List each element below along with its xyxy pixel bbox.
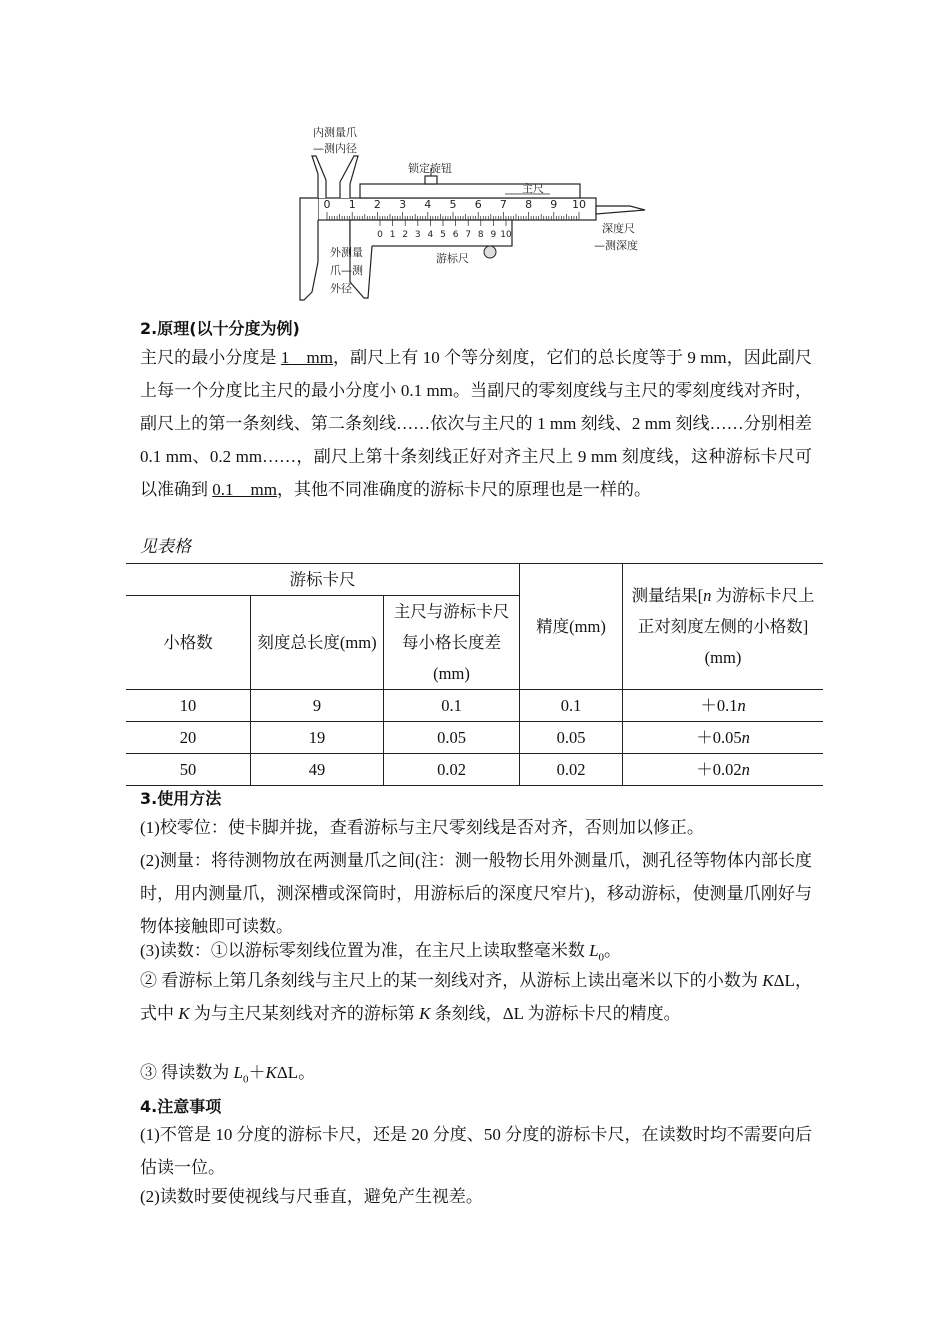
table-row: [126, 690, 823, 722]
vernier-scale-number: 8: [477, 230, 484, 240]
answer-blank-2: 0.1 mm: [212, 480, 277, 499]
cell-divs: 20: [126, 722, 251, 754]
section-2-heading: 2.原理(以十分度为例): [140, 319, 300, 338]
cell-diff: 0.02: [384, 754, 520, 786]
vernier-label: 游标尺: [436, 252, 469, 265]
result-header-cell: 测量结果[n 为游标卡尺上正对刻度左侧的小格数](mm): [623, 564, 824, 690]
main-scale-number: 6: [474, 198, 482, 211]
main-scale-number: 8: [525, 198, 533, 211]
cell-result: ＋0.1n: [623, 690, 824, 722]
cell-precision: 0.05: [520, 722, 623, 754]
cell-precision: 0.02: [520, 754, 623, 786]
cell-result: ＋0.05n: [623, 722, 824, 754]
thumb-wheel: [484, 246, 496, 258]
table-caption: 见表格: [140, 537, 191, 556]
fixed-jaw: [300, 198, 318, 300]
vernier-scale-number: 7: [465, 230, 472, 240]
cell-precision: 0.1: [520, 690, 623, 722]
vernier-scale-number: 6: [452, 230, 459, 240]
main-scale-number: 0: [323, 198, 331, 211]
section-4-heading: 4.注意事项: [140, 1097, 222, 1116]
section-2-paragraph: 主尺的最小分度是 1 mm，副尺上有 10 个等分刻度，它们的总长度等于 9 mm，因此副尺上每一个分度比主尺的最小分度小 0.1 mm。当副尺的零刻度线与主尺的零刻度线对齐时，副尺上的第一条刻线、第二条刻线……依次与主尺的 1 mm 刻线、2 mm 刻线……分别相差 0.1 mm、0.2 mm……，副尺上第十条刻线正好对齐主尺上 9 mm 刻度线，这种游标卡尺可以准确到 0.1 mm，其他不同准确度的游标卡尺的原理也是一样的。: [140, 348, 812, 499]
small-divs-header-cell: 小格数: [126, 596, 251, 690]
main-scale-number: 7: [499, 198, 507, 211]
difference-header-cell: 主尺与游标卡尺每小格长度差(mm): [384, 596, 520, 690]
inner-jaw-label-2: —测内径: [313, 142, 357, 155]
slider-top: [360, 184, 580, 198]
vernier-scale-number: 4: [427, 230, 434, 240]
lock-knob-label: 锁定旋钮: [408, 162, 452, 175]
lock-knob: [425, 176, 437, 184]
inner-jaw-fixed: [312, 156, 326, 198]
vernier-scale-number: 0: [377, 230, 383, 240]
vernier-scale-number: 10: [500, 230, 512, 240]
main-scale-number: 1: [348, 198, 356, 211]
section-3-item-1: (1)校零位：使卡脚并拢，查看游标与主尺零刻线是否对齐，否则加以修正。: [140, 818, 704, 837]
main-scale-number: 5: [449, 198, 457, 211]
section-3-item-4: ② 看游标上第几条刻线与主尺上的某一刻线对齐，从游标上读出毫米以下的小数为 KΔL，式中 K 为与主尺某刻线对齐的游标第 K 条刻线，ΔL 为游标卡尺的精度。: [140, 971, 812, 1023]
inner-jaw-movable: [340, 156, 358, 198]
main-scale-number: 10: [572, 198, 586, 211]
cell-length: 19: [251, 722, 384, 754]
table-row: [126, 722, 823, 754]
main-scale-number: 9: [550, 198, 558, 211]
vernier-scale-number: 3: [414, 230, 421, 240]
outer-jaw-label-2: 爪—测: [330, 264, 363, 277]
vernier-scale-number: 5: [440, 230, 446, 240]
main-scale-number: 3: [399, 198, 407, 211]
section-4-item-1: (1)不管是 10 分度的游标卡尺，还是 20 分度、50 分度的游标卡尺，在读数时均不需要向后估读一位。: [140, 1125, 812, 1177]
total-length-header-cell: 刻度总长度(mm): [251, 596, 384, 690]
main-scale-number: 2: [373, 198, 381, 211]
vernier-scale-number: 1: [389, 230, 396, 240]
depth-rod: [596, 206, 645, 214]
inner-jaw-label-1: 内测量爪: [313, 126, 357, 139]
precision-header-cell: 精度(mm): [520, 564, 623, 690]
cell-diff: 0.05: [384, 722, 520, 754]
answer-blank-1: 1 mm: [280, 348, 333, 367]
cell-diff: 0.1: [384, 690, 520, 722]
vernier-scale-number: 2: [402, 230, 409, 240]
vernier-caliper-figure: [290, 122, 660, 304]
cell-result: ＋0.02n: [623, 754, 824, 786]
outer-jaw-label-1: 外测量: [330, 246, 363, 259]
cell-length: 9: [251, 690, 384, 722]
outer-jaw-label-3: 外径: [330, 282, 352, 295]
main-scale-number: 4: [424, 198, 432, 211]
depth-rod-label-1: 深度尺: [602, 222, 635, 235]
section-3-item-2: (2)测量：将待测物放在两测量爪之间(注：测一般物长用外测量爪，测孔径等物体内部长度时，用内测量爪，测深槽或深筒时，用游标后的深度尺窄片)，移动游标，使测量爪刚好与物体接触即可读数。: [140, 851, 812, 936]
main-scale-label: 主尺: [522, 182, 544, 195]
cell-divs: 50: [126, 754, 251, 786]
depth-rod-label-2: —测深度: [594, 239, 638, 252]
cell-length: 49: [251, 754, 384, 786]
cell-divs: 10: [126, 690, 251, 722]
section-3-heading: 3.使用方法: [140, 789, 222, 808]
vernier-comparison-table: [126, 563, 823, 786]
vernier-scale-number: 9: [490, 230, 497, 240]
group-header-cell: 游标卡尺: [126, 564, 520, 596]
section-4-item-2: (2)读数时要使视线与尺垂直，避免产生视差。: [140, 1187, 483, 1206]
section-3-item-5: ③ 得读数为 $L_0+K\Delta L$。: [140, 1063, 316, 1086]
section-3-item-3: (3)读数：①以游标零刻线位置为准，在主尺上读取整毫米数 $L_0$。: [140, 941, 622, 964]
table-row: [126, 754, 823, 786]
